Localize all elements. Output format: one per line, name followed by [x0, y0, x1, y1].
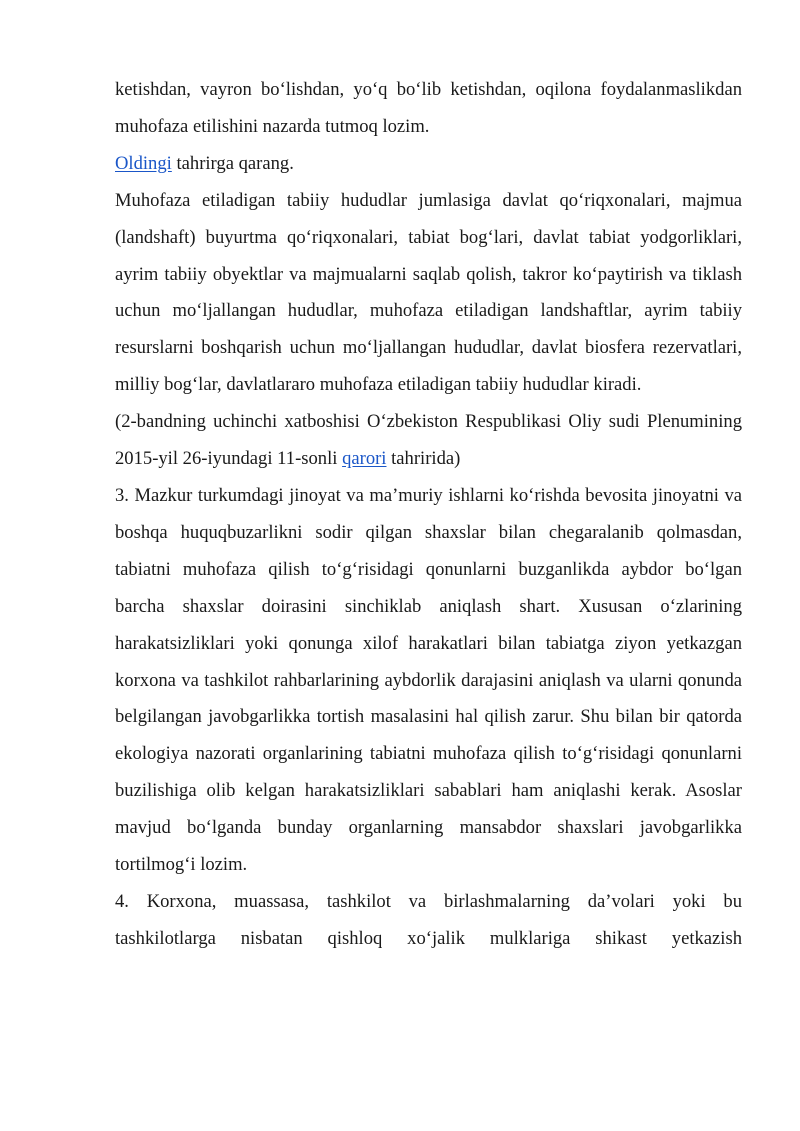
paragraph-edition-note: [115, 404, 742, 478]
paragraph-item-4: [115, 884, 742, 958]
previous-edition-link[interactable]: Oldingi: [115, 152, 172, 174]
paragraph-text: 4. Korxona, muassasa, tashkilot va birlashmalarning da’volari yoki bu tashkilotlarga nisbatan qishloq xo‘jalik mulklariga shikast yetkazish: [115, 890, 742, 949]
paragraph-item-3: [115, 478, 742, 884]
paragraph-text: tahririda): [386, 448, 461, 470]
paragraph-text: (2-bandning uchinchi xatboshisi O‘zbekiston Respublikasi Oliy sudi Plenumining 2015-yil 26-iyundagi 11-sonli: [115, 411, 742, 470]
document-page: [115, 72, 742, 958]
paragraph-text: Muhofaza etiladigan tabiiy hududlar jumlasiga davlat qo‘riqxonalari, majmua (landshaft) buyurtma qo‘riqxonalari, tabiat bog‘lari, davlat tabiat yodgorliklari, ayrim tabiiy obyektlar va majmualarni saqlab qolish, takror ko‘paytirish va tiklash uchun mo‘ljallangan hududlar, muhofaza etiladigan landshaftlar, ayrim tabiiy resurslarni boshqarish uchun mo‘ljallangan hududlar, davlat biosfera rezervatlari, milliy bog‘lar, davlatlararo muhofaza etiladigan tabiiy hududlar kiradi.: [115, 189, 742, 396]
paragraph-continuation: [115, 72, 742, 146]
resolution-link[interactable]: qarori: [342, 448, 387, 470]
paragraph-text: tahrirga qarang.: [171, 152, 294, 174]
paragraph-text: ketishdan, vayron bo‘lishdan, yo‘q bo‘lib ketishdan, oqilona foydalanmaslikdan muhofaza etilishini nazarda tutmoq lozim.: [115, 79, 742, 137]
paragraph-text: 3. Mazkur turkumdagi jinoyat va ma’muriy ishlarni ko‘rishda bevosita jinoyatni va boshqa huquqbuzarlikni sodir qilgan shaxslar bilan chegaralanib qolmasdan, tabiatni muhofaza qilish to‘g‘risidagi qonunlarni buzganlikda aybdor bo‘lgan barcha shaxslar doirasini sinchiklab aniqlash shart. Xususan o‘zlarining harakatsizliklari yoki qonunga xilof harakatlari bilan tabiatga ziyon yetkazgan korxona va tashkilot rahbarlarining aybdorlik darajasini aniqlash va ularni qonunda belgilangan javobgarlikka tortish masalasini hal qilish zarur. Shu bilan bir qatorda ekologiya nazorati organlarining tabiatni muhofaza qilish to‘g‘risidagi qonunlarni buzilishiga olib kelgan harakatsizliklari sabablari ham aniqlashi kerak. Asoslar mavjud bo‘lganda bunday organlarning mansabdor shaxslari javobgarlikka tortilmog‘i lozim.: [115, 484, 742, 876]
paragraph-protected-areas: [115, 183, 742, 404]
paragraph-previous-edition: [115, 146, 742, 183]
